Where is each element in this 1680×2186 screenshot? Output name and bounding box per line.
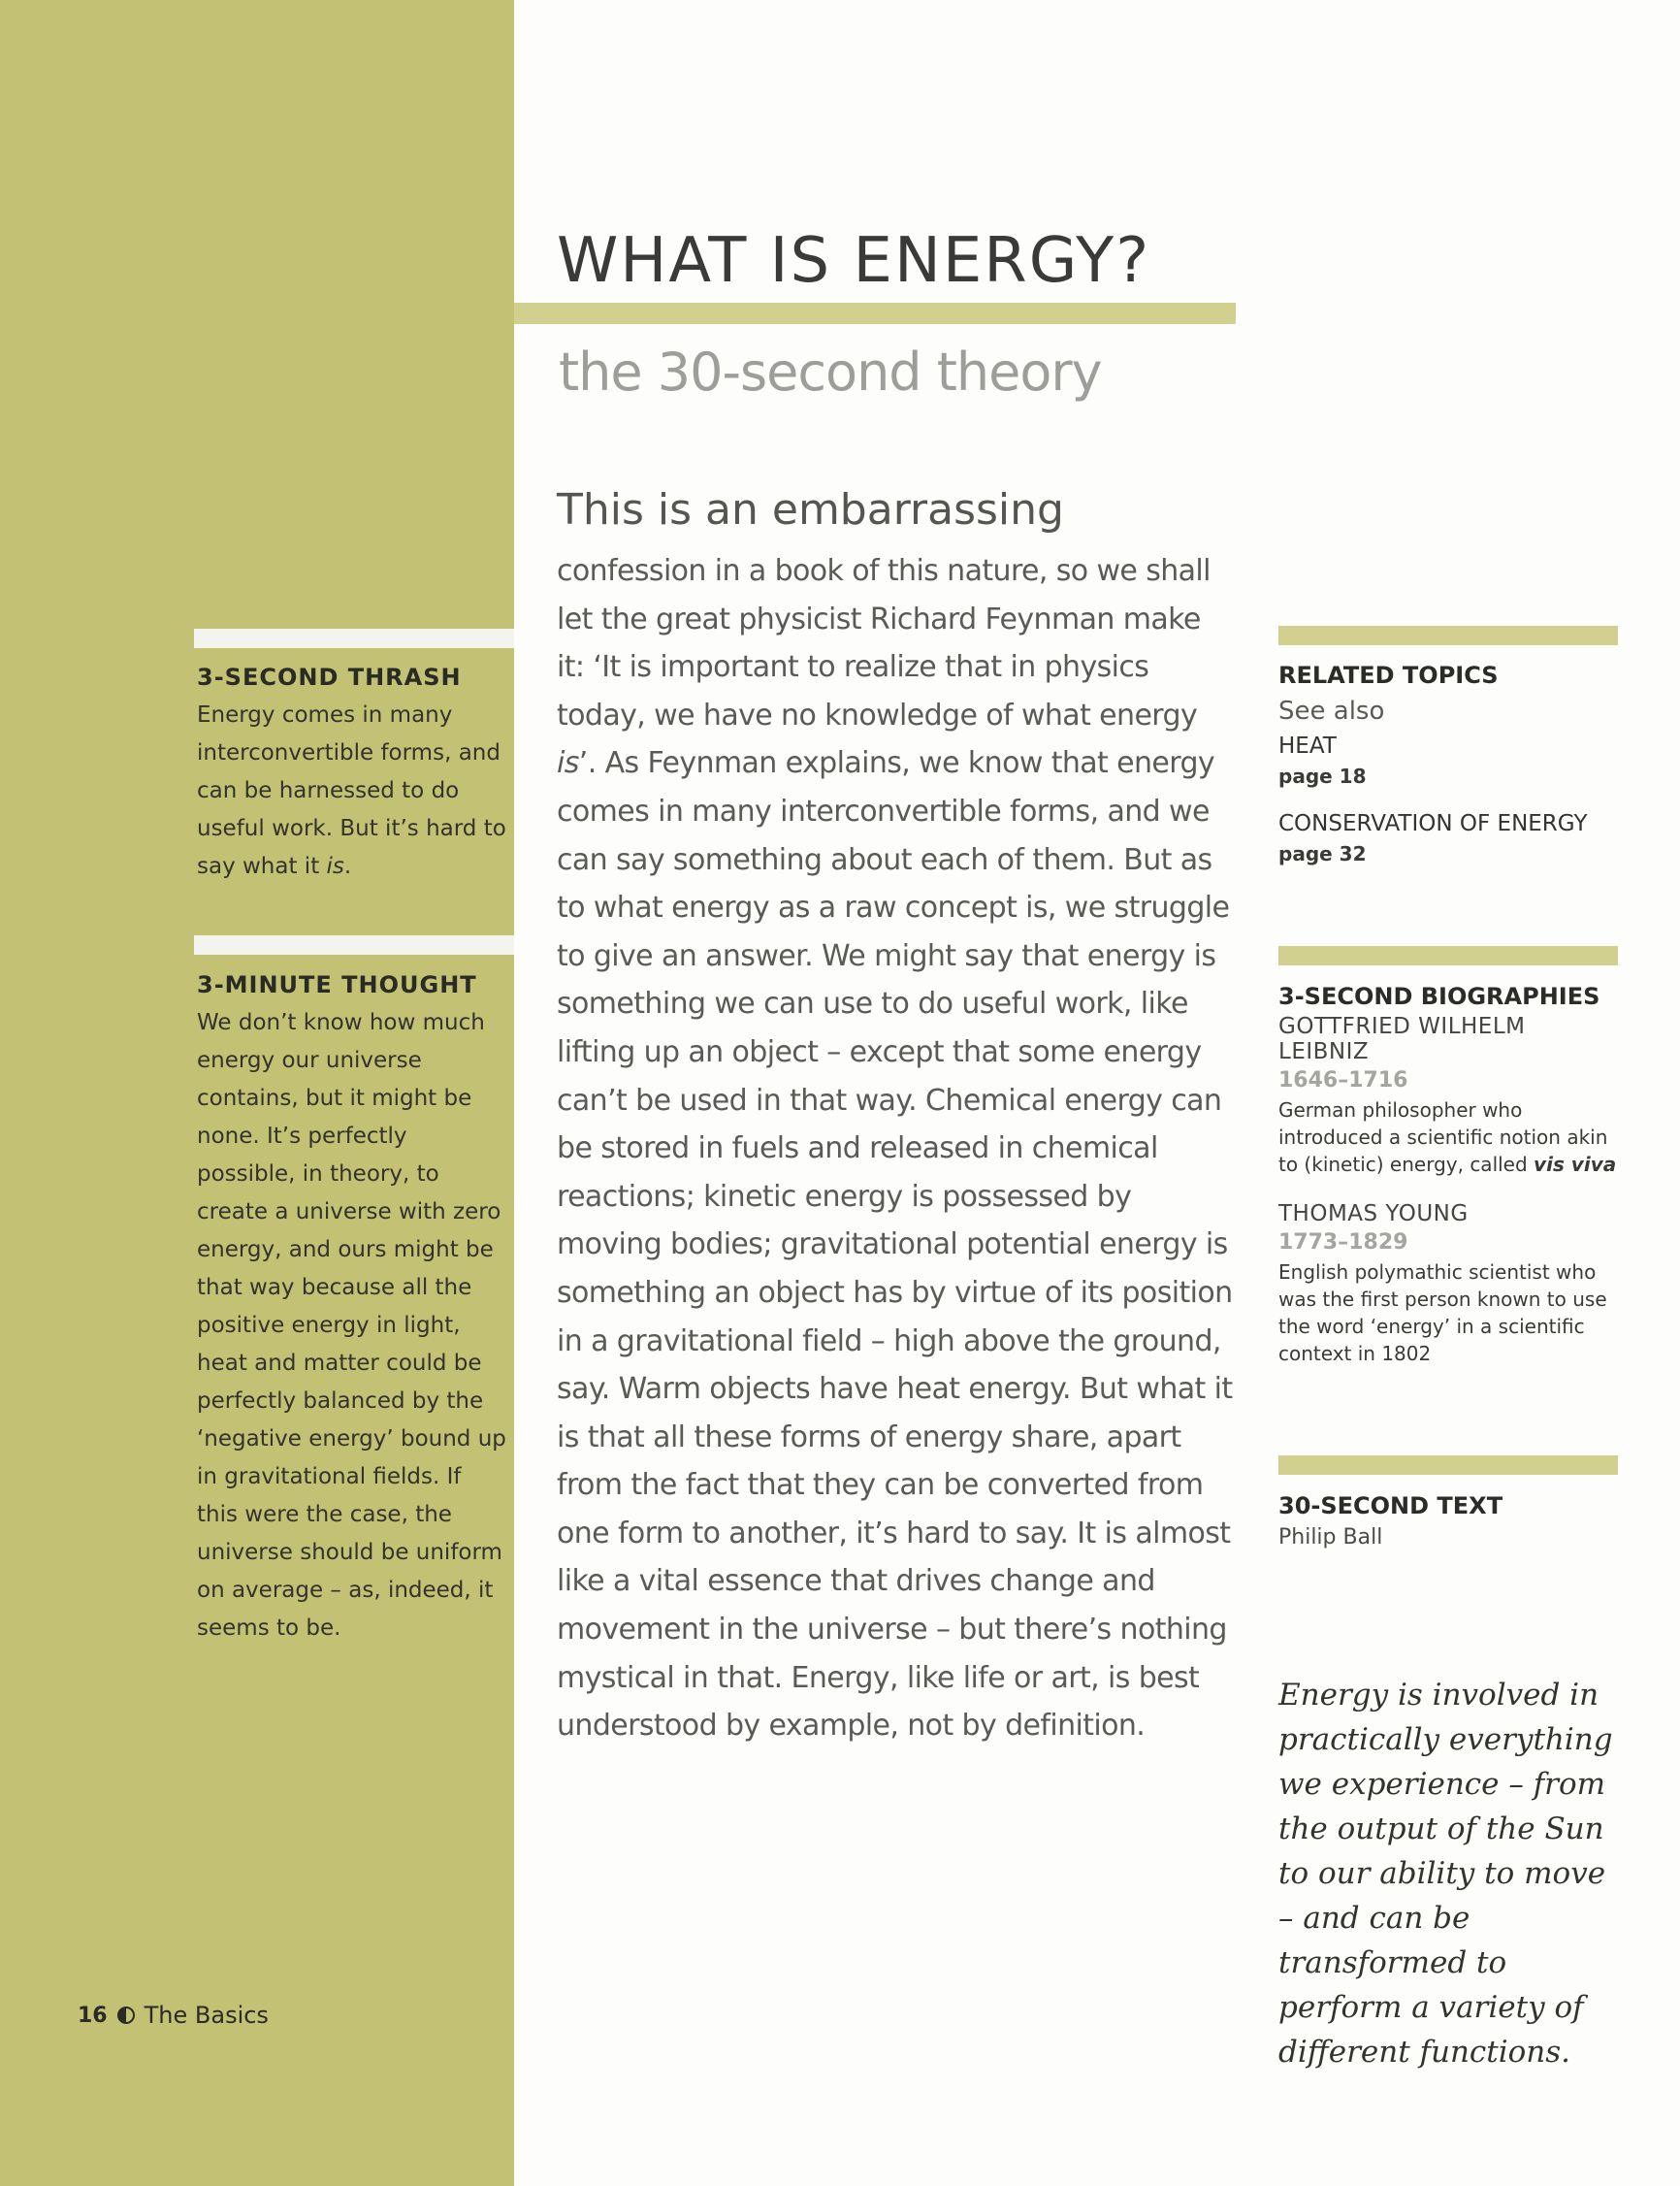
related-topics	[1278, 662, 1618, 865]
bio-dates: 1646–1716	[1278, 1068, 1408, 1093]
biographies	[1278, 983, 1618, 1367]
bio-desc	[1278, 1096, 1618, 1178]
body-text-em: is	[557, 746, 579, 781]
thrash-text-main: Energy comes in many interconvertible forms, and can be harnessed to do useful work. But it’s hard to say what it	[197, 702, 506, 879]
biographies-heading: 3-SECOND BIOGRAPHIES	[1278, 983, 1600, 1010]
pull-quote: Energy is involved in practically everything we experience – from the output of the Sun to our ability to move – and can be transformed to perform a variety of different functions.	[1278, 1678, 1613, 2070]
bio-name: THOMAS YOUNG	[1278, 1201, 1469, 1226]
page-number: 16	[78, 2003, 108, 2028]
thrash-text	[197, 697, 507, 886]
bio-name: GOTTFRIED WILHELM LEIBNIZ	[1278, 1014, 1526, 1064]
thrash-text-end: .	[343, 854, 352, 879]
see-also-label: See also	[1278, 697, 1385, 726]
related-topic-conservation[interactable]: CONSERVATION OF ENERGY	[1278, 811, 1588, 836]
half-circle-icon	[117, 2007, 135, 2024]
bio-desc-em: vis viva	[1534, 1153, 1617, 1176]
body-text-start: confession in a book of this nature, so we shall let the great physicist Richard Feynman make it: ‘It is important to realize that in physics today, we have no knowledge of what energy	[557, 554, 1211, 733]
related-topic-heat[interactable]: HEAT	[1278, 734, 1337, 759]
thought-block	[197, 971, 507, 1648]
title-rule	[514, 303, 1236, 324]
page-footer	[78, 2002, 269, 2029]
related-topic-conservation-page: page 32	[1278, 842, 1367, 865]
related-topic-heat-page: page 18	[1278, 765, 1367, 788]
related-rule	[1278, 626, 1618, 645]
bio-desc-text: German philosopher who introduced a scientific notion akin to (kinetic) energy, called	[1278, 1098, 1608, 1176]
thrash-rule	[194, 629, 514, 648]
thrash-heading: 3-SECOND THRASH	[197, 664, 462, 691]
bio-desc	[1278, 1258, 1618, 1367]
body-text	[557, 547, 1236, 1750]
text-credit-author: Philip Ball	[1278, 1525, 1383, 1550]
bio-dates: 1773–1829	[1278, 1230, 1408, 1255]
thrash-text-em: is	[326, 854, 344, 879]
page-subtitle: the 30-second theory	[559, 342, 1102, 403]
thrash-block	[197, 664, 507, 886]
bio-desc-text: English polymathic scientist who was the first person known to use the word ‘energy’ in a scientific context in 1802	[1278, 1260, 1607, 1365]
section-name: The Basics	[144, 2002, 269, 2029]
thought-rule	[194, 935, 514, 955]
biographies-rule	[1278, 946, 1618, 965]
text-credit-rule	[1278, 1455, 1618, 1475]
page-title: WHAT IS ENERGY?	[557, 225, 1151, 297]
text-credit-heading: 30-SECOND TEXT	[1278, 1492, 1503, 1519]
body-text-rest: ’. As Feynman explains, we know that energy comes in many interconvertible forms, and we can say something about each of them. But as to what energy as a raw concept is, we struggle to give an answer. We might say that energy is something we can use to do useful work, like lifting up an object – except that some energy can’t be used in that way. Chemical energy can be stored in fuels and released in chemical reactions; kinetic energy is possessed by moving bodies; gravitational potential energy is something an object has by virtue of its position in a gravitational field – high above the ground, say. Warm objects have heat energy. But what it is that all these forms of energy share, apart from the fact that they can be converted from one form to another, it’s hard to say. It is almost like a vital essence that drives change and movement in the universe – but there’s nothing mystical in that. Energy, like life or art, is best understood by example, not by definition.	[557, 746, 1233, 1744]
thought-heading: 3-MINUTE THOUGHT	[197, 971, 477, 998]
lead-text: This is an embarrassing	[557, 485, 1064, 535]
related-heading: RELATED TOPICS	[1278, 662, 1499, 689]
thought-text: We don’t know how much energy our universe contains, but it might be none. It’s perfectly possible, in theory, to create a universe with zero energy, and ours might be that way because all the positive energy in light, heat and matter could be perfectly balanced by the ‘negative energy’ bound up in gravitational fields. If this were the case, the universe should be uniform on average – as, indeed, it seems to be.	[197, 1010, 506, 1641]
text-credit	[1278, 1492, 1618, 1550]
